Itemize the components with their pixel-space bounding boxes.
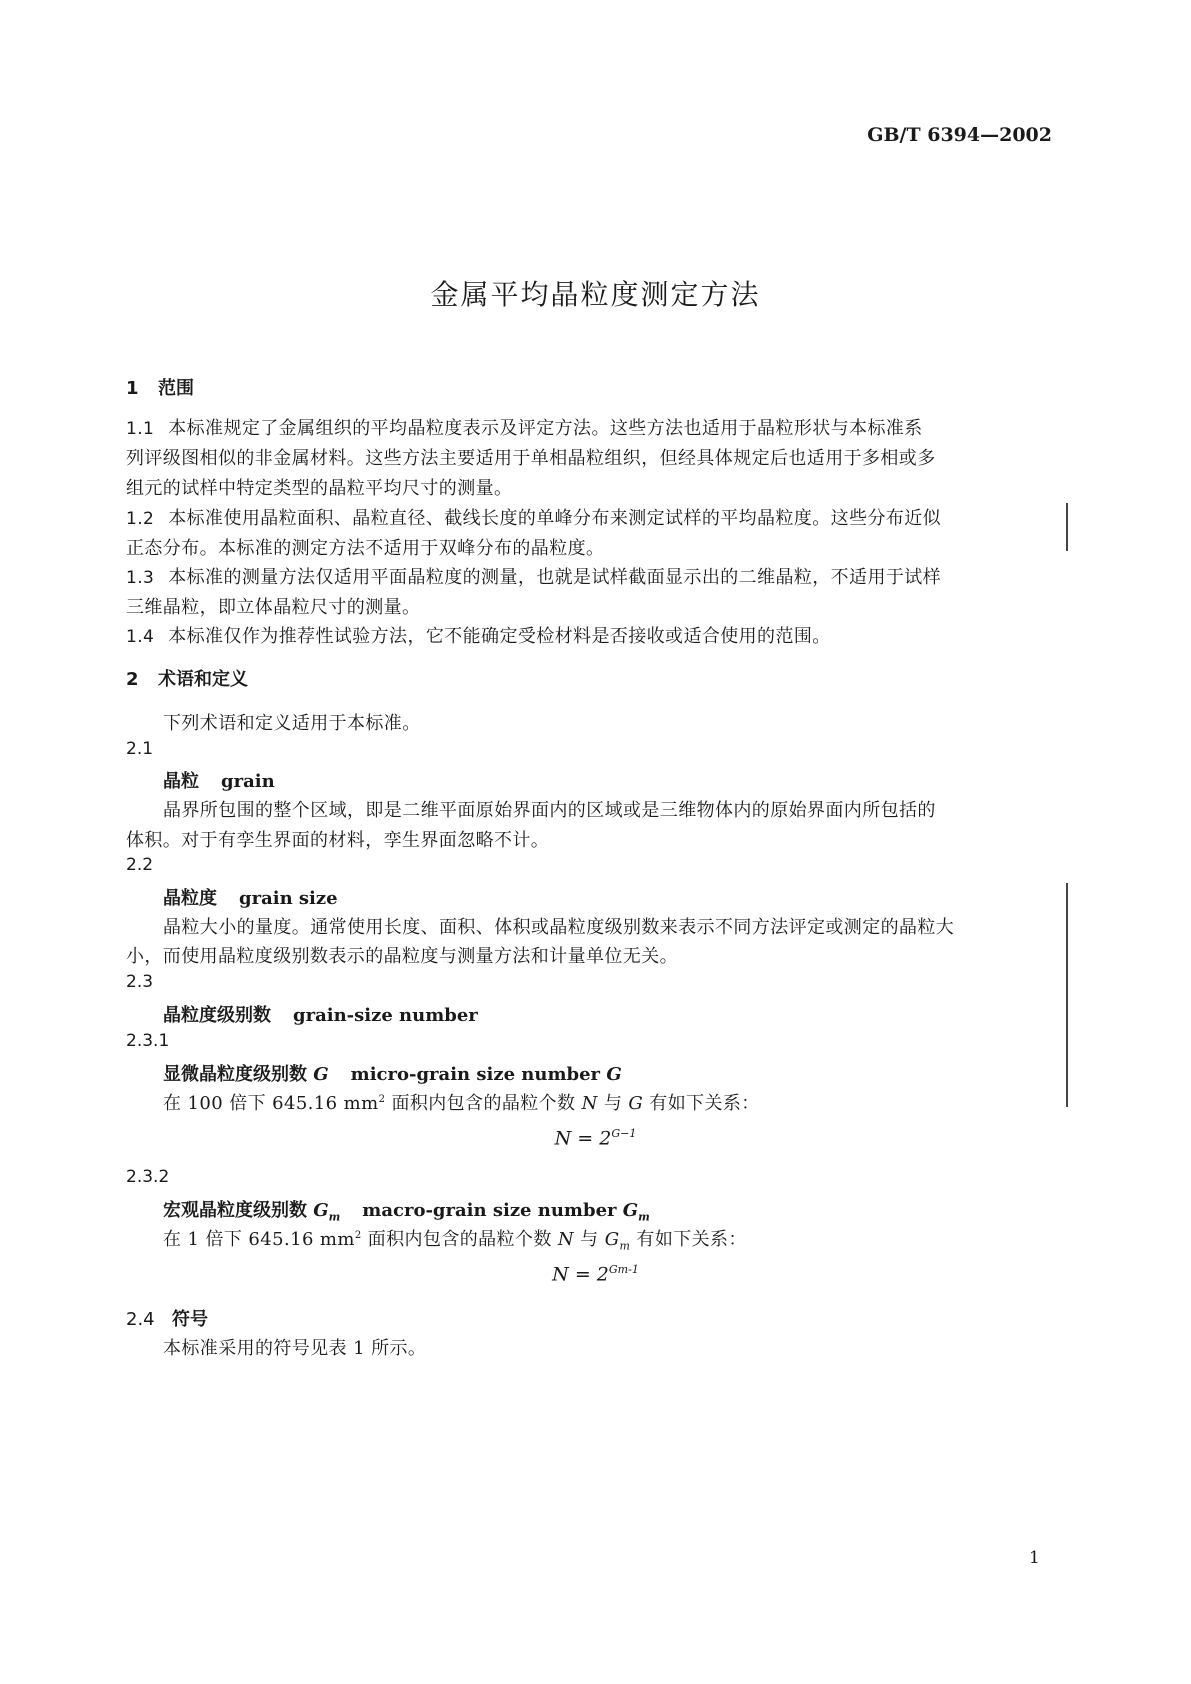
formula-macro-lhs: N = 2 [552, 1263, 609, 1286]
clause-2-4-text: 本标准采用的符号见表 1 所示。 [163, 1338, 427, 1359]
clause-2-3-1-var-n: N [581, 1093, 598, 1114]
clause-2-3-1-text-b: 面积内包含的晶粒个数 [385, 1093, 582, 1114]
formula-macro-exponent: Gm-1 [608, 1263, 639, 1276]
clause-2-3-1-line-1 [163, 1089, 760, 1115]
term-grain-size-cn: 晶粒度 [163, 888, 217, 909]
clause-1-2-text: 本标准使用晶粒面积、晶粒直径、截线长度的单峰分布来测定试样的平均晶粒度。这些分布近似 [168, 508, 942, 529]
term-micro-en: micro-grain size number [350, 1064, 601, 1085]
term-macro-en-symbol: $G_m$ [622, 1200, 650, 1224]
formula-micro-exponent: G−1 [611, 1127, 637, 1140]
clause-1-2-label: 1.2 [126, 509, 155, 529]
clause-1-1-text: 本标准规定了金属组织的平均晶粒度表示及评定方法。这些方法也适用于晶粒形状与本标准系 [168, 418, 923, 439]
standard-code: GB/T 6394—2002 [867, 124, 1052, 146]
section-1-heading [126, 374, 194, 400]
clause-2-3-2-text-b: 面积内包含的晶粒个数 [361, 1229, 558, 1250]
clause-1-2-line-1 [126, 504, 941, 530]
clause-2-3-2-text-a: 在 1 倍下 645.16 mm [163, 1229, 355, 1250]
term-macro-symbol: $G_m$ [313, 1200, 341, 1224]
clause-2-3-2-var-gm: $G_m$ [604, 1229, 631, 1253]
term-grain [163, 767, 275, 793]
clause-1-1-line-3: 组元的试样中特定类型的晶粒平均尺寸的测量。 [126, 478, 513, 499]
change-bar [1066, 883, 1068, 1107]
clause-1-3-label: 1.3 [126, 568, 155, 588]
clause-2-3-2-line-1 [163, 1225, 747, 1253]
formula-micro-lhs: N = 2 [554, 1127, 612, 1150]
clause-2-1-number: 2.1 [126, 739, 154, 759]
clause-2-3-1-var-g: G [628, 1093, 644, 1114]
clause-1-4-text: 本标准仅作为推荐性试验方法，它不能确定受检材料是否接收或适合使用的范围。 [168, 626, 831, 647]
section-1-title: 范围 [158, 378, 194, 399]
section-2-number: 2 [126, 669, 139, 690]
clause-1-3-line-2: 三维晶粒，即立体晶粒尺寸的测量。 [126, 597, 421, 618]
document-title: 金属平均晶粒度测定方法 [430, 278, 761, 311]
term-grain-en: grain [221, 771, 275, 792]
clause-2-2-line-1: 晶粒大小的量度。通常使用长度、面积、体积或晶粒度级别数来表示不同方法评定或测定的晶粒大 [163, 917, 955, 938]
term-grain-size [163, 884, 338, 910]
clause-2-2-line-2: 小，而使用晶粒度级别数表示的晶粒度与测量方法和计量单位无关。 [126, 946, 678, 967]
term-macro-cn: 宏观晶粒度级别数 [163, 1200, 307, 1221]
change-bar [1066, 503, 1068, 551]
clause-1-2-line-2: 正态分布。本标准的测定方法不适用于双峰分布的晶粒度。 [126, 538, 605, 559]
clause-2-4-title: 符号 [172, 1309, 208, 1330]
clause-1-3-text: 本标准的测量方法仅适用平面晶粒度的测量，也就是试样截面显示出的二维晶粒，不适用于试样 [168, 567, 942, 588]
page-number: 1 [1029, 1548, 1040, 1568]
term-grain-size-number [163, 1001, 478, 1027]
clause-2-3-2-sup: 2 [354, 1230, 362, 1241]
clause-2-3-2-number: 2.3.2 [126, 1167, 170, 1187]
clause-2-3-1-number: 2.3.1 [126, 1031, 170, 1051]
clause-1-1-label: 1.1 [126, 419, 155, 439]
term-micro-cn: 显微晶粒度级别数 [163, 1064, 307, 1085]
clause-2-3-number: 2.3 [126, 972, 154, 992]
term-micro-symbol: G [313, 1064, 329, 1085]
term-macro-grain-size-number [163, 1196, 650, 1224]
clause-1-4-label: 1.4 [126, 627, 155, 647]
section-2-heading [126, 665, 248, 691]
clause-2-3-2-text-c: 与 [574, 1229, 605, 1250]
clause-1-4-line-1 [126, 622, 831, 648]
clause-1-1-line-1 [126, 414, 923, 440]
clause-2-4-heading [126, 1305, 208, 1331]
clause-1-1-line-2: 列评级图相似的非金属材料。这些方法主要适用于单相晶粒组织，但经具体规定后也适用于多相或多 [126, 448, 936, 469]
clause-2-3-1-text-a: 在 100 倍下 645.16 mm [163, 1093, 379, 1114]
term-macro-en: macro-grain size number [362, 1200, 617, 1221]
clause-2-4-number: 2.4 [126, 1309, 155, 1330]
section-1-number: 1 [126, 378, 139, 399]
clause-2-1-line-2: 体积。对于有孪生界面的材料，孪生界面忽略不计。 [126, 830, 550, 851]
term-grain-size-en: grain size [239, 888, 338, 909]
clause-2-3-1-sup: 2 [378, 1094, 386, 1105]
formula-micro [0, 1127, 1191, 1149]
term-micro-en-symbol: G [606, 1064, 622, 1085]
clause-2-3-2-text-d: 有如下关系： [630, 1229, 747, 1250]
clause-1-3-line-1 [126, 563, 941, 589]
clause-2-1-line-1: 晶界所包围的整个区域，即是二维平面原始界面内的区域或是三维物体内的原始界面内所包括的 [163, 800, 936, 821]
term-grain-cn: 晶粒 [163, 771, 199, 792]
section-2-title: 术语和定义 [158, 669, 248, 690]
formula-macro [0, 1263, 1191, 1285]
clause-2-3-1-text-c: 与 [597, 1093, 629, 1114]
section-2-intro: 下列术语和定义适用于本标准。 [163, 713, 421, 734]
term-grain-size-number-cn: 晶粒度级别数 [163, 1005, 271, 1026]
clause-2-3-2-var-n: N [557, 1229, 575, 1250]
clause-2-3-1-text-d: 有如下关系： [643, 1093, 760, 1114]
term-micro-grain-size-number [163, 1060, 622, 1086]
clause-2-2-number: 2.2 [126, 855, 154, 875]
term-grain-size-number-en: grain-size number [293, 1005, 478, 1026]
